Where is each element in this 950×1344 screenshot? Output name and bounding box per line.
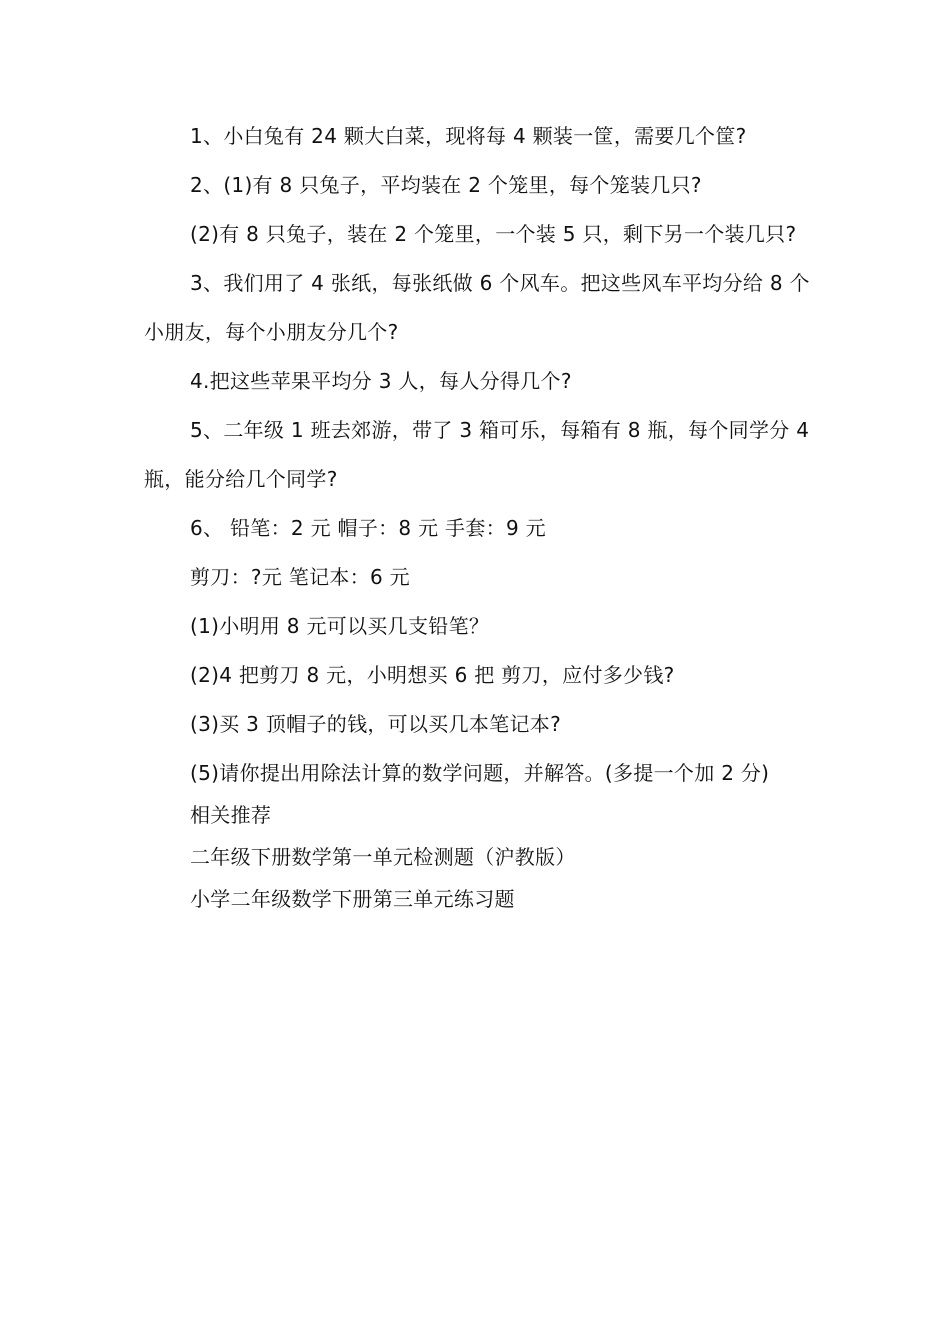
question-1: 1、小白兔有 24 颗大白菜，现将每 4 颗装一筐，需要几个筐? (190, 124, 747, 148)
question-2-part-1: 2、(1)有 8 只兔子，平均装在 2 个笼里，每个笼装几只? (190, 173, 702, 197)
question-6-price-list-cont: 剪刀：?元 笔记本：6 元 (190, 565, 410, 589)
question-6-price-list: 6、 铅笔：2 元 帽子：8 元 手套：9 元 (190, 516, 546, 540)
question-6-part-3: (3)买 3 顶帽子的钱，可以买几本笔记本? (190, 712, 561, 736)
question-2-part-2: (2)有 8 只兔子，装在 2 个笼里，一个装 5 只，剩下另一个装几只? (190, 222, 797, 246)
document-body (144, 112, 812, 920)
question-5: 5、二年级 1 班去郊游，带了 3 箱可乐，每箱有 8 瓶，每个同学分 4 瓶，能分给几个同学? (144, 418, 810, 491)
question-6-part-2: (2)4 把剪刀 8 元，小明想买 6 把 剪刀，应付多少钱? (190, 663, 675, 687)
question-4: 4.把这些苹果平均分 3 人，每人分得几个? (190, 369, 572, 393)
related-link-2[interactable]: 小学二年级数学下册第三单元练习题 (190, 887, 515, 911)
related-link-1[interactable]: 二年级下册数学第一单元检测题（沪教版） (190, 845, 576, 869)
question-6-part-1: (1)小明用 8 元可以买几支铅笔？ (190, 614, 490, 638)
related-heading: 相关推荐 (190, 803, 272, 827)
question-3: 3、我们用了 4 张纸，每张纸做 6 个风车。把这些风车平均分给 8 个小朋友，每个小朋友分几个? (144, 271, 810, 344)
question-6-part-5: (5)请你提出用除法计算的数学问题，并解答。(多提一个加 2 分) (190, 761, 770, 785)
